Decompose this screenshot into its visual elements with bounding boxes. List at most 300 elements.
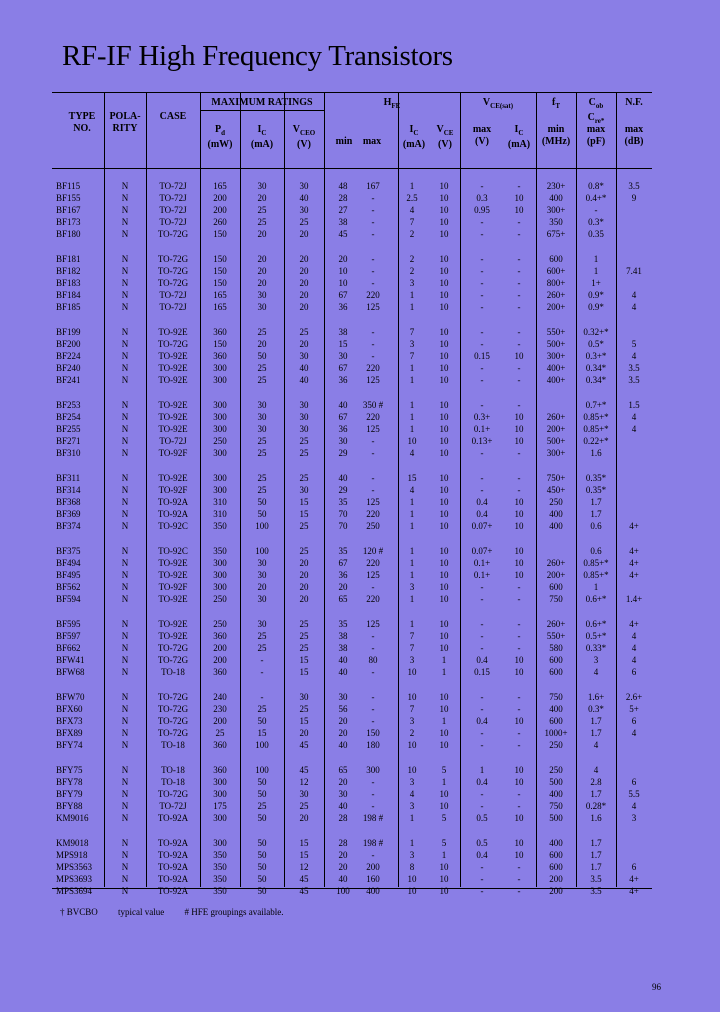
cell-vceo: 15 (299, 509, 309, 519)
cell-hfe-ic: 4 (409, 485, 415, 495)
cell-pd: 350 (213, 874, 227, 884)
cell-case: TO-72G (157, 716, 189, 726)
cell-vcesat-ic: - (517, 339, 521, 349)
cell-vcesat-max: 0.4 (476, 497, 488, 507)
cell-type: BF183 (56, 278, 81, 288)
cell-vceo: 30 (299, 789, 309, 799)
cell-polarity: N (121, 546, 129, 556)
cell-vceo: 45 (299, 874, 309, 884)
cell-ic: 30 (257, 619, 267, 629)
cell-hfe-vce: 10 (439, 740, 449, 750)
cell-cob: 0.5+* (585, 631, 607, 641)
cell-hfe-vce: 10 (439, 229, 449, 239)
cell-vcesat-ic: 10 (514, 777, 524, 787)
cell-hfe-min: 36 (338, 424, 348, 434)
cell-cob: 1.6 (590, 448, 602, 458)
cell-type: BFX89 (56, 728, 83, 738)
cell-vcesat-max: 0.07+ (471, 521, 493, 531)
cell-hfe-vce: 10 (439, 631, 449, 641)
cell-cob: 0.3* (588, 217, 604, 227)
cell-nf: 7.41 (626, 266, 642, 276)
cell-hfe-ic: 1 (409, 558, 415, 568)
cell-ft: 500 (549, 777, 563, 787)
cell-pd: 200 (213, 205, 227, 215)
cell-pd: 150 (213, 278, 227, 288)
cell-vcesat-max: - (480, 400, 484, 410)
cell-case: TO-92E (158, 570, 188, 580)
cell-type: BF181 (56, 254, 81, 264)
cell-hfe-min: 28 (338, 838, 348, 848)
cell-hfe-vce: 10 (439, 594, 449, 604)
cell-hfe-min: 35 (338, 546, 348, 556)
cell-ft: 600 (549, 254, 563, 264)
cell-vcesat-ic: 10 (514, 412, 524, 422)
cell-hfe-vce: 10 (439, 485, 449, 495)
cell-ic: 50 (257, 813, 267, 823)
cell-vcesat-ic: 10 (514, 351, 524, 361)
cell-type: BF200 (56, 339, 81, 349)
cell-vceo: 30 (299, 412, 309, 422)
cell-polarity: N (121, 375, 129, 385)
cell-vcesat-ic: - (517, 254, 521, 264)
cell-hfe-min: 28 (338, 813, 348, 823)
cell-hfe-vce: 10 (439, 509, 449, 519)
cell-ft: 550+ (546, 631, 566, 641)
cell-hfe-vce: 10 (439, 692, 449, 702)
cell-ic: 50 (257, 789, 267, 799)
cell-ic: 30 (257, 412, 267, 422)
cell-vcesat-ic: - (517, 181, 521, 191)
cell-hfe-max: 120 # (362, 546, 384, 556)
cell-hfe-min: 28 (338, 193, 348, 203)
header-max-ratings: MAXIMUM RATINGS (211, 97, 313, 108)
cell-hfe-max: 198 # (362, 838, 384, 848)
cell-nf: 9 (631, 193, 637, 203)
cell-nf: 4 (631, 351, 637, 361)
cell-case: TO-92C (158, 521, 188, 531)
header-case: CASE (159, 111, 187, 122)
cell-hfe-max: - (371, 716, 375, 726)
cell-vceo: 15 (299, 838, 309, 848)
cell-hfe-min: 40 (338, 473, 348, 483)
cell-ft: 750 (549, 594, 563, 604)
cell-type: BF115 (56, 181, 81, 191)
cell-type: BFY75 (56, 765, 83, 775)
cell-hfe-ic: 10 (407, 740, 417, 750)
cell-pd: 200 (213, 655, 227, 665)
cell-case: TO-92E (158, 327, 188, 337)
cell-nf: 6 (631, 862, 637, 872)
cell-hfe-max: - (371, 327, 375, 337)
cell-cob: 1 (593, 254, 599, 264)
cell-ic: 20 (257, 266, 267, 276)
cell-case: TO-72J (159, 290, 187, 300)
cell-pd: 360 (213, 351, 227, 361)
cell-case: TO-72G (157, 692, 189, 702)
cell-vcesat-ic: 10 (514, 521, 524, 531)
cell-type: BFY78 (56, 777, 83, 787)
cell-vceo: 20 (299, 229, 309, 239)
cell-hfe-min: 70 (338, 509, 348, 519)
cell-pd: 300 (213, 400, 227, 410)
cell-hfe-ic: 2 (409, 728, 415, 738)
cell-hfe-min: 20 (338, 862, 348, 872)
cell-hfe-max: 198 # (362, 813, 384, 823)
cell-hfe-max: - (371, 448, 375, 458)
cell-ic: 25 (257, 801, 267, 811)
cell-hfe-min: 20 (338, 850, 348, 860)
cell-case: TO-72G (157, 789, 189, 799)
cell-type: BF594 (56, 594, 81, 604)
cell-vcesat-ic: 10 (514, 424, 524, 434)
cell-vceo: 20 (299, 728, 309, 738)
cell-case: TO-92A (157, 862, 189, 872)
cell-ft: 550+ (546, 327, 566, 337)
cell-hfe-ic: 3 (409, 850, 415, 860)
cell-vcesat-max: - (480, 327, 484, 337)
cell-polarity: N (121, 801, 129, 811)
cell-vcesat-ic: - (517, 704, 521, 714)
cell-hfe-min: 40 (338, 400, 348, 410)
cell-type: BF155 (56, 193, 81, 203)
cell-type: BF374 (56, 521, 81, 531)
cell-vceo: 45 (299, 886, 309, 896)
cell-vcesat-max: - (480, 862, 484, 872)
cell-hfe-ic: 10 (407, 436, 417, 446)
cell-ft: 250 (549, 497, 563, 507)
cell-hfe-min: 45 (338, 229, 348, 239)
cell-cob: 1.6 (590, 813, 602, 823)
cell-type: BFY79 (56, 789, 83, 799)
cell-vcesat-max: - (480, 278, 484, 288)
cell-polarity: N (121, 290, 129, 300)
cell-hfe-vce: 10 (439, 181, 449, 191)
cell-ft: 580 (549, 643, 563, 653)
cell-vcesat-max: - (480, 229, 484, 239)
cell-hfe-min: 30 (338, 351, 348, 361)
cell-hfe-ic: 1 (409, 181, 415, 191)
cell-vcesat-ic: - (517, 400, 521, 410)
cell-polarity: N (121, 667, 129, 677)
cell-hfe-max: 160 (366, 874, 380, 884)
cell-hfe-vce: 10 (439, 801, 449, 811)
cell-vcesat-max: - (480, 789, 484, 799)
cell-polarity: N (121, 582, 129, 592)
cell-hfe-ic: 15 (407, 473, 417, 483)
cell-vcesat-max: 0.13+ (471, 436, 493, 446)
cell-vcesat-ic: - (517, 740, 521, 750)
cell-pd: 300 (213, 448, 227, 458)
cell-case: TO-18 (161, 777, 185, 787)
cell-hfe-max: 220 (366, 594, 380, 604)
cell-ft: 600+ (546, 266, 566, 276)
cell-pd: 200 (213, 193, 227, 203)
cell-ft: 200 (549, 874, 563, 884)
cell-pd: 300 (213, 777, 227, 787)
cell-nf: 4 (631, 424, 637, 434)
cell-type: MPS3694 (56, 886, 93, 896)
cell-vcesat-ic: 10 (514, 765, 524, 775)
cell-vceo: 30 (299, 205, 309, 215)
cell-polarity: N (121, 193, 129, 203)
cell-hfe-max: 350 # (362, 400, 384, 410)
cell-vcesat-max: 0.3 (476, 193, 488, 203)
cell-ft: 600 (549, 716, 563, 726)
cell-polarity: N (121, 181, 129, 191)
cell-type: BFX60 (56, 704, 83, 714)
cell-hfe-max: 400 (366, 886, 380, 896)
cell-case: TO-92A (157, 838, 189, 848)
cell-vcesat-max: - (480, 485, 484, 495)
cell-pd: 300 (213, 363, 227, 373)
cell-pd: 300 (213, 473, 227, 483)
cell-hfe-max: 167 (366, 181, 380, 191)
cell-hfe-vce: 10 (439, 375, 449, 385)
cell-hfe-max: - (371, 692, 375, 702)
cell-hfe-vce: 10 (439, 193, 449, 203)
cell-ic: 25 (257, 375, 267, 385)
cell-type: BF494 (56, 558, 81, 568)
cell-polarity: N (121, 448, 129, 458)
cell-polarity: N (121, 765, 129, 775)
cell-vcesat-ic: 10 (514, 546, 524, 556)
cell-hfe-min: 36 (338, 302, 348, 312)
cell-hfe-vce: 10 (439, 266, 449, 276)
cell-type: BF199 (56, 327, 81, 337)
cell-hfe-ic: 7 (409, 217, 415, 227)
cell-hfe-min: 40 (338, 740, 348, 750)
cell-type: BF495 (56, 570, 81, 580)
cell-vcesat-max: - (480, 801, 484, 811)
cell-vcesat-max: 0.95 (474, 205, 490, 215)
cell-hfe-max: - (371, 205, 375, 215)
cell-hfe-ic: 1 (409, 838, 415, 848)
cell-ic: 25 (257, 448, 267, 458)
cell-hfe-ic: 1 (409, 363, 415, 373)
cell-vceo: 25 (299, 448, 309, 458)
cell-polarity: N (121, 436, 129, 446)
cell-nf: 5+ (629, 704, 639, 714)
cell-polarity: N (121, 278, 129, 288)
cell-vcesat-ic: 10 (514, 570, 524, 580)
cell-ft: 600 (549, 667, 563, 677)
header-hfe-vce: $V_{CE}$ (V) (436, 124, 454, 150)
cell-cob: 0.34* (585, 363, 607, 373)
cell-ic: 30 (257, 290, 267, 300)
cell-case: TO-92A (157, 886, 189, 896)
cell-polarity: N (121, 205, 129, 215)
cell-ic: 100 (255, 740, 269, 750)
cell-type: BF224 (56, 351, 81, 361)
cell-vcesat-max: 0.3+ (473, 412, 491, 422)
header-vcesat-max: max (V) (472, 124, 492, 147)
cell-nf: 4 (631, 631, 637, 641)
cell-cob: 0.35* (585, 485, 607, 495)
cell-vcesat-max: - (480, 874, 484, 884)
cell-case: TO-72J (159, 302, 187, 312)
cell-hfe-ic: 7 (409, 704, 415, 714)
cell-ft: 600 (549, 582, 563, 592)
cell-vcesat-ic: 10 (514, 193, 524, 203)
cell-vcesat-max: - (480, 339, 484, 349)
cell-vceo: 20 (299, 558, 309, 568)
cell-hfe-max: 125 (366, 570, 380, 580)
cell-hfe-vce: 10 (439, 254, 449, 264)
cell-ic: 25 (257, 704, 267, 714)
cell-nf: 4+ (629, 521, 639, 531)
cell-ic: 25 (257, 473, 267, 483)
cell-hfe-max: 125 (366, 302, 380, 312)
cell-vcesat-ic: 10 (514, 497, 524, 507)
cell-hfe-ic: 3 (409, 655, 415, 665)
cell-case: TO-18 (161, 667, 185, 677)
cell-vcesat-ic: 10 (514, 436, 524, 446)
cell-vcesat-ic: - (517, 363, 521, 373)
cell-hfe-min: 38 (338, 631, 348, 641)
footnotes (60, 907, 301, 917)
cell-vcesat-max: 0.5 (476, 813, 488, 823)
cell-vcesat-max: - (480, 375, 484, 385)
cell-hfe-max: - (371, 643, 375, 653)
cell-hfe-min: 38 (338, 217, 348, 227)
cell-type: BF375 (56, 546, 81, 556)
cell-ft: 500+ (546, 339, 566, 349)
cell-cob: 0.3* (588, 704, 604, 714)
cell-vcesat-max: - (480, 886, 484, 896)
cell-nf: 3 (631, 813, 637, 823)
cell-ft: 600 (549, 655, 563, 665)
cell-case: TO-92A (157, 813, 189, 823)
cell-vcesat-max: 0.5 (476, 838, 488, 848)
cell-hfe-ic: 3 (409, 582, 415, 592)
cell-vceo: 30 (299, 400, 309, 410)
cell-pd: 175 (213, 801, 227, 811)
cell-ft: 800+ (546, 278, 566, 288)
cell-hfe-ic: 1 (409, 509, 415, 519)
cell-cob: 3.5 (590, 886, 602, 896)
cell-case: TO-72J (159, 193, 187, 203)
cell-polarity: N (121, 521, 129, 531)
cell-case: TO-72G (157, 254, 189, 264)
cell-hfe-ic: 1 (409, 521, 415, 531)
cell-vceo: 30 (299, 485, 309, 495)
cell-type: BF240 (56, 363, 81, 373)
cell-hfe-min: 38 (338, 643, 348, 653)
cell-vcesat-max: 0.4 (476, 716, 488, 726)
cell-hfe-max: - (371, 789, 375, 799)
cell-hfe-max: 220 (366, 290, 380, 300)
cell-cob: 0.6+* (585, 619, 607, 629)
cell-vceo: 30 (299, 424, 309, 434)
cell-ic: 50 (257, 886, 267, 896)
cell-hfe-vce: 10 (439, 327, 449, 337)
cell-hfe-max: - (371, 582, 375, 592)
cell-vcesat-max: - (480, 619, 484, 629)
cell-hfe-ic: 10 (407, 874, 417, 884)
cell-vcesat-max: - (480, 582, 484, 592)
cell-vceo: 20 (299, 290, 309, 300)
cell-vceo: 40 (299, 193, 309, 203)
cell-pd: 150 (213, 254, 227, 264)
cell-pd: 360 (213, 740, 227, 750)
page-title: RF-IF High Frequency Transistors (62, 40, 453, 72)
cell-hfe-min: 30 (338, 789, 348, 799)
footnote-hfe-groupings: # HFE groupings available. (184, 907, 284, 917)
cell-vceo: 12 (299, 777, 309, 787)
cell-hfe-min: 38 (338, 327, 348, 337)
cell-type: BF184 (56, 290, 81, 300)
cell-vcesat-ic: - (517, 631, 521, 641)
cell-vcesat-ic: - (517, 862, 521, 872)
cell-cob: 1.7 (590, 850, 602, 860)
cell-hfe-min: 27 (338, 205, 348, 215)
cell-pd: 300 (213, 558, 227, 568)
cell-hfe-vce: 10 (439, 643, 449, 653)
cell-cob: 1 (593, 266, 599, 276)
cell-vcesat-max: 0.1+ (473, 570, 491, 580)
cell-vceo: 30 (299, 692, 309, 702)
cell-vcesat-ic: - (517, 302, 521, 312)
cell-polarity: N (121, 838, 129, 848)
cell-polarity: N (121, 509, 129, 519)
cell-cob: 0.6 (590, 546, 602, 556)
cell-polarity: N (121, 363, 129, 373)
cell-polarity: N (121, 862, 129, 872)
cell-pd: 350 (213, 521, 227, 531)
cell-hfe-min: 29 (338, 485, 348, 495)
cell-polarity: N (121, 473, 129, 483)
cell-hfe-min: 67 (338, 290, 348, 300)
cell-vcesat-ic: - (517, 485, 521, 495)
cell-ft: 400 (549, 509, 563, 519)
cell-vcesat-ic: - (517, 448, 521, 458)
cell-type: BF562 (56, 582, 81, 592)
cell-hfe-vce: 10 (439, 619, 449, 629)
header-hfe-ic: $I_C$ (mA) (402, 124, 426, 150)
cell-ic: 30 (257, 570, 267, 580)
column-rule (324, 92, 325, 887)
cell-cob: 4 (593, 667, 599, 677)
cell-pd: 360 (213, 327, 227, 337)
cell-polarity: N (121, 558, 129, 568)
cell-hfe-max: - (371, 704, 375, 714)
cell-vceo: 40 (299, 363, 309, 373)
cell-hfe-min: 10 (338, 266, 348, 276)
cell-case: TO-92A (157, 497, 189, 507)
cell-case: TO-18 (161, 765, 185, 775)
cell-hfe-vce: 10 (439, 789, 449, 799)
cell-hfe-ic: 1 (409, 619, 415, 629)
cell-ic: 20 (257, 582, 267, 592)
cell-hfe-max: 80 (368, 655, 378, 665)
cell-hfe-vce: 1 (441, 667, 447, 677)
cell-case: TO-92A (157, 850, 189, 860)
cell-vcesat-ic: - (517, 278, 521, 288)
cell-vceo: 15 (299, 716, 309, 726)
cell-hfe-min: 67 (338, 558, 348, 568)
cell-ic: 20 (257, 278, 267, 288)
cell-hfe-vce: 10 (439, 412, 449, 422)
cell-pd: 25 (215, 728, 225, 738)
cell-vceo: 15 (299, 655, 309, 665)
cell-type: BF369 (56, 509, 81, 519)
cell-type: BF368 (56, 497, 81, 507)
cell-vcesat-ic: 10 (514, 655, 524, 665)
header-rule-main (52, 168, 652, 169)
cell-nf: 4+ (629, 546, 639, 556)
cell-ic: 100 (255, 521, 269, 531)
cell-nf: 6 (631, 777, 637, 787)
